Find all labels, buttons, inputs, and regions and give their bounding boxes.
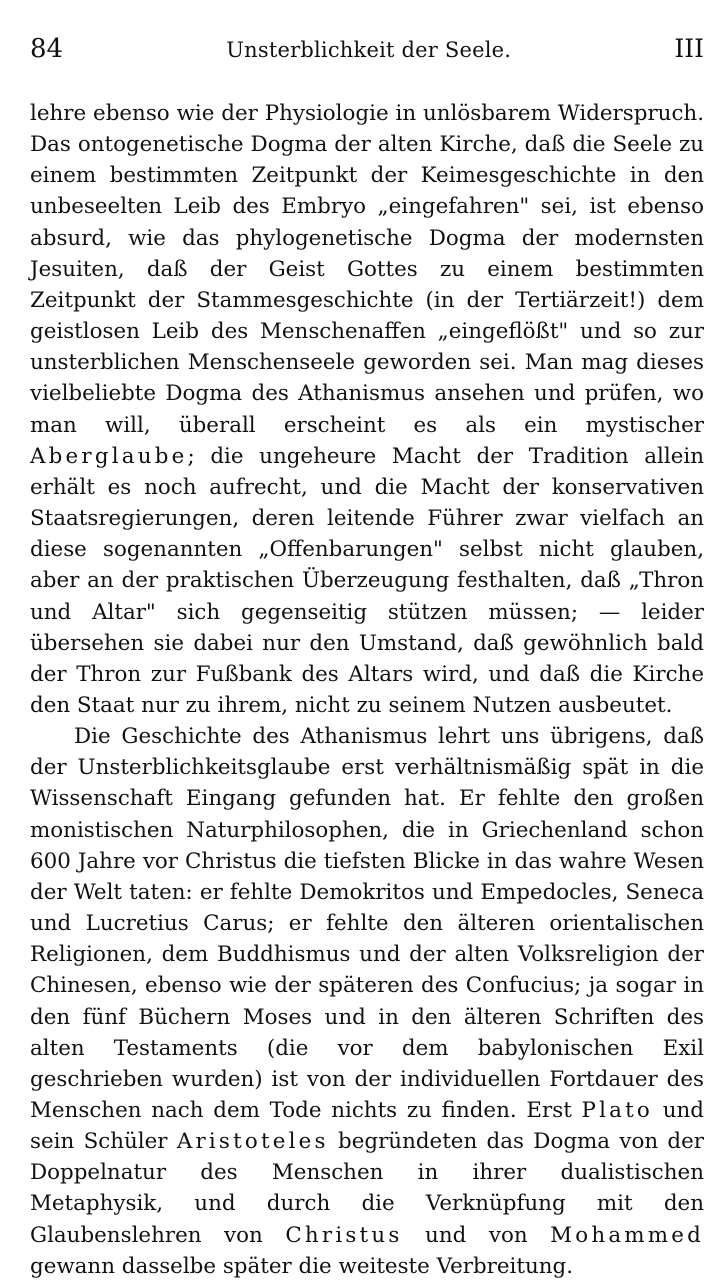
page-number: 84 [30,34,64,64]
chapter-number: III [674,34,704,63]
text-run: und von [402,1222,551,1248]
emphasized-name: Mohammed [550,1222,704,1248]
emphasized-name: Christus [285,1222,403,1248]
emphasized-text: Aberglaube [30,443,188,469]
emphasized-name: Plato [581,1098,654,1123]
running-head [30,34,704,76]
paragraph-1 [30,98,704,721]
emphasized-name: Aristoteles [176,1129,329,1155]
text-run: lehre ebenso wie der Physiologie in unlösbarem Widerspruch. Das ontogenetische Dogma der alten Kirche, daß die Seele zu einem bestimmten Zeitpunkt der Keimesgeschichte in den unbeseelten Leib des Embryo „eingefahren" sei, ist ebenso absurd, wie das phylogenetische Dogma der modernsten Jesuiten, daß der Geist Gottes zu einem bestimmten Zeitpunkt der Stammesgeschichte (in der Tertiärzeit!) dem geistlosen Leib des Menschenaffen „eingeflößt" und so zur unsterblichen Menschenseele geworden sei. Man mag dieses vielbeliebte Dogma des Athanismus ansehen und prüfen, wo man will, überall erscheint es als ein mystischer [30,101,704,438]
text-run: ; die ungeheure Macht der Tradition allein erhält es noch aufrecht, und die Macht der konservativen Staatsregierungen, deren leitende Führer zwar vielfach an diese sogenannten „Offenbarungen" selbst nicht glauben, aber an der praktischen Überzeugung festhalten, daß „Thron und Altar" sich gegenseitig stützen müssen; — leider übersehen sie dabei nur den Umstand, daß gewöhnlich bald der Thron zur Fußbank des Altars wird, und daß die Kirche den Staat nur zu ihrem, nicht zu seinem Nutzen ausbeutet. [30,443,704,718]
body-text [30,98,704,1282]
text-run: und sein Schüler [30,1098,704,1155]
text-run: Die Geschichte des Athanismus lehrt uns übrigens, daß der Unsterblichkeitsglaube erst verhältnismäßig spät in die Wissenschaft Eingang gefunden hat. Er fehlte den großen monistischen Naturphilosophen, die in Griechenland schon 600 Jahre vor Christus die tiefsten Blicke in das wahre Wesen der Welt taten: er fehlte Demokritos und Empedocles, Seneca und Lucretius Carus; er fehlte den älteren orientalischen Religionen, dem Buddhismus und der alten Volksreligion der Chinesen, ebenso wie der späteren des Confucius; ja sogar in den fünf Büchern Moses und in den älteren Schriften des alten Testaments (die vor dem babylonischen Exil geschrieben wurden) ist von der individuellen Fortdauer des Menschen nach dem Tode nichts zu finden. Erst [30,724,704,1123]
running-title: Unsterblichkeit der Seele. [226,38,512,62]
text-run: gewann dasselbe später die weiteste Verbreitung. [30,1253,574,1279]
text-run: begründeten das Dogma von der Doppelnatur des Menschen in ihrer dualistischen Metaphysik, und durch die Verknüpfung mit den Glaubenslehren von [30,1129,705,1248]
paragraph-2 [30,721,704,1282]
